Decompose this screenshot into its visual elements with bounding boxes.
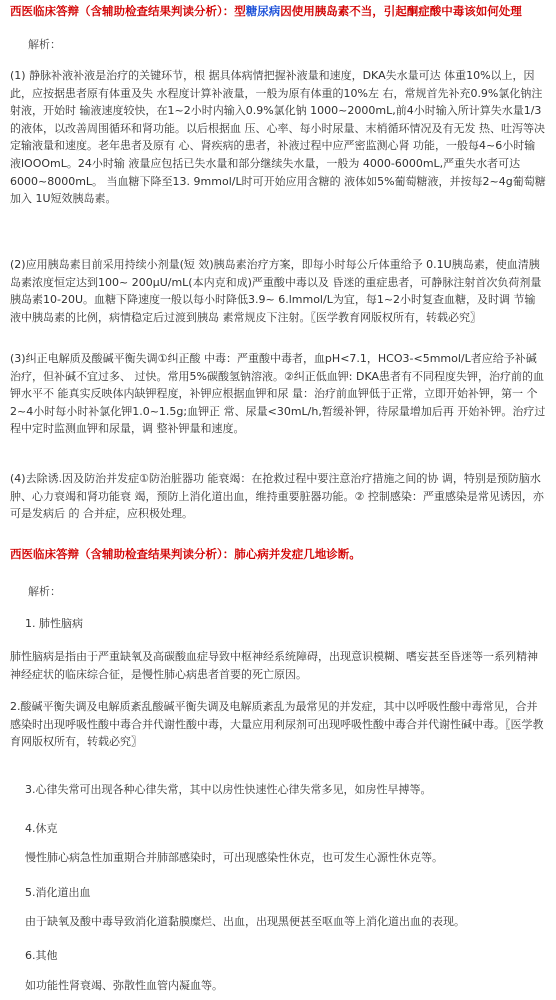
section-heading-gi-bleeding: 5.消化道出血 [25, 886, 91, 899]
answer-1-paragraph-4: (4)去除诱.因及防治并发症①防治脏器功 能衰竭：在抢救过程中要注意治疗措施之间的协 调，特别是预防脑水肿、心力衰竭和肾功能衰 竭，预防上消化道出血，维持重要脏器功能。② 控制感染：严重感染是常见诱因，亦可是发病后 的 合并症，应积极处理。 [10, 472, 544, 521]
section-text-arrhythmia: 3.心律失常可出现各种心律失常，其中以房性快速性心律失常多见，如房性早搏等。 [25, 783, 432, 796]
question-2-title: 西医临床答辩（含辅助检查结果判读分析）：肺心病并发症几地诊断。 [10, 547, 361, 561]
answer-1-paragraph-2: (2)应用胰岛素目前采用持续小剂量(短 效)胰岛素治疗方案，即每小时每公斤体重给予 0.1U胰岛素，使血清胰岛素浓度恒定达到100~ 200μU/mL(本内克和成)严重酸中毒以及 昏迷的重症患者，可静脉注射首次负荷剂量胰岛素10-20U。血糖下降速度一般以每小时降低3.9~ 6.lmmol/L为宜，每1~2小时复查血糖，及时调 节输液中胰岛素的比例，病情稳定后过渡到胰岛 素常规皮下注射。〖医学教育网版权所有，转载必究〗 [10, 258, 542, 324]
diabetes-link[interactable]: 糖尿病 [245, 4, 281, 18]
section-text-gi-bleeding: 由于缺氧及酸中毒导致消化道黏膜糜烂、出血，出现黑便甚至呕血等上消化道出血的表现。 [25, 915, 465, 928]
answer-1-paragraph-3: (3)纠正电解质及酸碱平衡失调①纠正酸 中毒：严重酸中毒者，血pH<7.1，HCO3-<5mmol/L者应给予补碱治疗，但补碱不宜过多、 过快。常用5%碳酸氢钠溶液。②纠正低血钾: DKA患者有不同程度失钾，治疗前的血钾水平不 能真实反映体内缺钾程度，补钾应根据血钾和尿 量：治疗前血钾低于正常，立即开始补钾，第一 个2~4小时每小时补氯化钾1.0~1.5g;血钾正 常、尿量<30mL/h,暂缓补钾，待尿量增加后再 开始补钾。治疗过程中定时监测血钾和尿量，调 整补钾量和速度。 [10, 352, 546, 436]
section-heading-pulmonary-encephalopathy: 1. 肺性脑病 [25, 617, 83, 630]
section-heading-other: 6.其他 [25, 949, 58, 962]
analysis-label-1: 解析： [28, 38, 61, 51]
analysis-label-2: 解析： [28, 585, 61, 598]
question-1-title-suffix: 因使用胰岛素不当，引起酮症酸中毒该如何处理 [280, 4, 522, 18]
section-text-shock: 慢性肺心病急性加重期合并肺部感染时，可出现感染性休克，也可发生心源性休克等。 [25, 851, 443, 864]
question-1-title-prefix: 西医临床答辩（含辅助检查结果判读分析）：型 [10, 4, 246, 18]
section-text-pulmonary-encephalopathy: 肺性脑病是指由于严重缺氧及高碳酸血症导致中枢神经系统障碍，出现意识模糊、嗜妄甚至昏迷等一系列精神神经症状的临床综合征，是慢性肺心病患者首要的死亡原因。 [10, 650, 538, 681]
section-heading-shock: 4.休克 [25, 822, 58, 835]
section-text-other: 如功能性肾衰竭、弥散性血管内凝血等。 [25, 979, 223, 992]
section-text-acid-base: 2.酸碱平衡失调及电解质紊乱酸碱平衡失调及电解质紊乱为最常见的并发症，其中以呼吸性酸中毒常见，合并感染时出现呼吸性酸中毒合并代谢性酸中毒，大量应用利尿剂可出现呼吸性酸中毒合并代谢性碱中毒。〖医学教育网版权所有，转载必究〗 [10, 700, 544, 749]
question-1-title [10, 3, 550, 19]
answer-1-paragraph-1: (1) 静脉补液补液是治疗的关键环节，根 据具体病情把握补液量和速度，DKA失水量可达 体重10%以上，因此，应按据患者原有体重及失 水程度计算补液量，一般为原有体重的10%左 右，常规首先补充0.9%氯化钠注射液，开始时 输液速度较快，在1~2小时内输入0.9%氯化钠 1000~2000mL,前4小时输入所计算失水量1/3 的液体，以改善周围循环和肾功能。以后根据血 压、心率、每小时尿量、末梢循环情况及有无发 热、吐泻等决定输液量和速度。老年患者及原有 心、肾疾病的患者，补液过程中应严密监测心肾 功能，一般每4~6小时输液lOOOmL。24小时输 液量应包括已失水量和部分继续失水量，一般为 4000-6000mL,严重失水者可达6000~8000mL。 当血糖下降至13. 9mmol/L时可开始应用含糖的 液体如5%葡萄糖液，并按每2~4g葡萄糖加入 1U短效胰岛素。 [10, 69, 546, 206]
